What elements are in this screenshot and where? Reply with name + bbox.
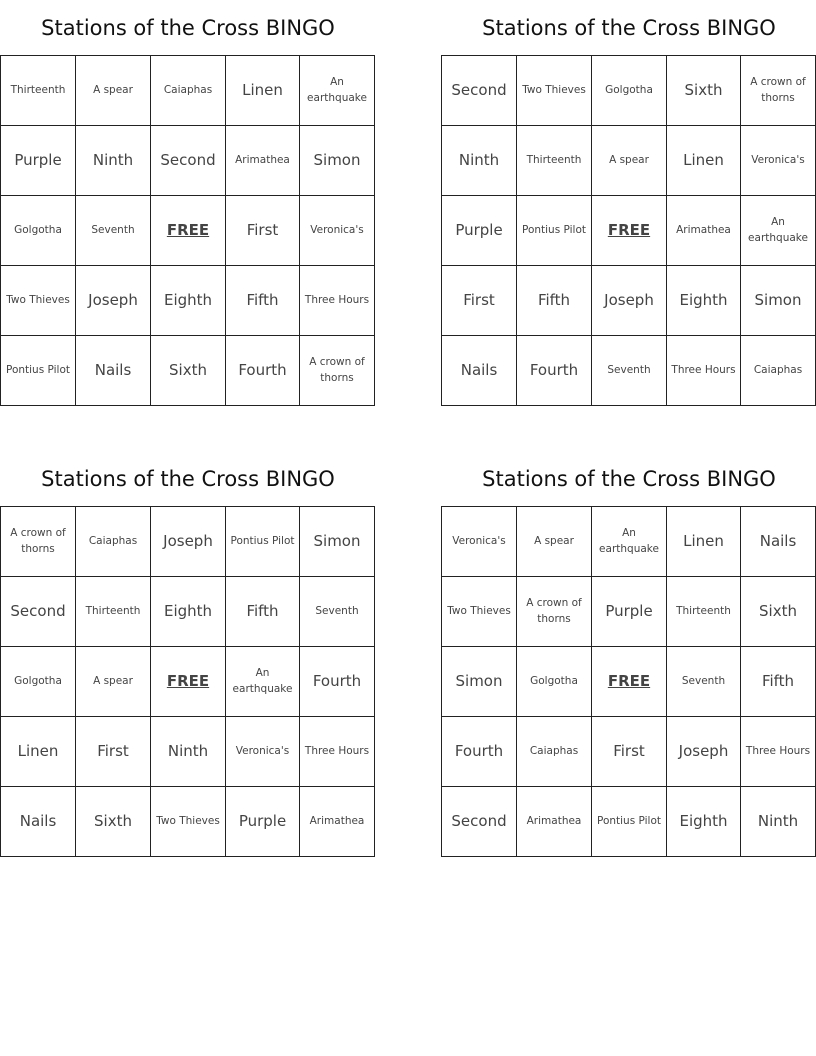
bingo-cell: Simon (300, 126, 375, 196)
bingo-cell: First (76, 717, 151, 787)
bingo-cell: Veronica's (300, 196, 375, 266)
bingo-cell: Joseph (667, 717, 741, 787)
bingo-cell: Thirteenth (517, 126, 592, 196)
bingo-cell: Caiaphas (517, 717, 592, 787)
bingo-cell: A spear (76, 647, 151, 717)
bingo-cell: Three Hours (300, 266, 375, 336)
bingo-cell: Linen (667, 507, 741, 577)
bingo-cell: Two Thieves (517, 56, 592, 126)
bingo-cell: A crown of thorns (1, 507, 76, 577)
bingo-cell: Eighth (151, 577, 226, 647)
bingo-cell: Ninth (442, 126, 517, 196)
card-title: Stations of the Cross BINGO (482, 467, 776, 491)
bingo-cell: A crown of thorns (741, 56, 816, 126)
bingo-cell: Caiaphas (151, 56, 226, 126)
bingo-cell: Caiaphas (76, 507, 151, 577)
bingo-cell: Simon (741, 266, 816, 336)
bingo-cell: Arimathea (517, 787, 592, 857)
bingo-cell: Fifth (226, 266, 300, 336)
bingo-cell: Pontius Pilot (592, 787, 667, 857)
bingo-cell: Ninth (741, 787, 816, 857)
bingo-cell: Purple (592, 577, 667, 647)
bingo-cell: Nails (1, 787, 76, 857)
bingo-cell: Nails (741, 507, 816, 577)
bingo-cell: Arimathea (300, 787, 375, 857)
bingo-cell: Second (151, 126, 226, 196)
card-title: Stations of the Cross BINGO (482, 16, 776, 40)
bingo-cell: Seventh (667, 647, 741, 717)
bingo-cell: Eighth (151, 266, 226, 336)
bingo-cell: First (442, 266, 517, 336)
bingo-cell: Thirteenth (667, 577, 741, 647)
bingo-cell: An earthquake (226, 647, 300, 717)
bingo-cell: Veronica's (442, 507, 517, 577)
bingo-cell: Sixth (667, 56, 741, 126)
bingo-cell: Second (1, 577, 76, 647)
bingo-cell: Nails (76, 336, 151, 406)
bingo-cell: Purple (442, 196, 517, 266)
bingo-cell: Thirteenth (76, 577, 151, 647)
bingo-cell: Arimathea (667, 196, 741, 266)
bingo-grid (441, 55, 816, 406)
bingo-cell: Pontius Pilot (226, 507, 300, 577)
bingo-cell: Sixth (151, 336, 226, 406)
bingo-cell: An earthquake (741, 196, 816, 266)
bingo-cell: Veronica's (226, 717, 300, 787)
bingo-cell: A spear (76, 56, 151, 126)
bingo-cell: A crown of thorns (517, 577, 592, 647)
bingo-cell: Ninth (151, 717, 226, 787)
bingo-cell: Ninth (76, 126, 151, 196)
bingo-cell: Sixth (76, 787, 151, 857)
bingo-cell: Joseph (592, 266, 667, 336)
bingo-cell: An earthquake (592, 507, 667, 577)
free-space: FREE (151, 196, 226, 266)
bingo-cell: Golgotha (1, 196, 76, 266)
bingo-cell: A spear (517, 507, 592, 577)
bingo-cell: Joseph (76, 266, 151, 336)
bingo-cell: Fifth (517, 266, 592, 336)
bingo-cell: Fifth (226, 577, 300, 647)
bingo-cell: Fourth (300, 647, 375, 717)
bingo-cell: Fourth (517, 336, 592, 406)
card-title: Stations of the Cross BINGO (41, 467, 335, 491)
bingo-cell: Linen (1, 717, 76, 787)
bingo-cell: Fifth (741, 647, 816, 717)
bingo-cell: Golgotha (1, 647, 76, 717)
bingo-cell: Second (442, 56, 517, 126)
free-space: FREE (592, 647, 667, 717)
bingo-grid (0, 55, 375, 406)
bingo-cell: First (226, 196, 300, 266)
bingo-cell: Fourth (226, 336, 300, 406)
bingo-cell: Pontius Pilot (1, 336, 76, 406)
bingo-cell: Eighth (667, 266, 741, 336)
bingo-cell: Three Hours (667, 336, 741, 406)
bingo-cell: Nails (442, 336, 517, 406)
bingo-cell: Veronica's (741, 126, 816, 196)
bingo-cell: Seventh (76, 196, 151, 266)
bingo-cell: Arimathea (226, 126, 300, 196)
bingo-cell: Simon (300, 507, 375, 577)
bingo-cell: Purple (226, 787, 300, 857)
bingo-cell: Three Hours (741, 717, 816, 787)
bingo-cell: Linen (226, 56, 300, 126)
bingo-cell: Fourth (442, 717, 517, 787)
bingo-cell: A crown of thorns (300, 336, 375, 406)
bingo-cell: Seventh (300, 577, 375, 647)
bingo-grid (441, 506, 816, 857)
bingo-cell: Second (442, 787, 517, 857)
bingo-cell: Linen (667, 126, 741, 196)
bingo-cell: Golgotha (592, 56, 667, 126)
free-space: FREE (592, 196, 667, 266)
bingo-cell: Golgotha (517, 647, 592, 717)
bingo-cell: Caiaphas (741, 336, 816, 406)
bingo-cell: Three Hours (300, 717, 375, 787)
bingo-cell: Two Thieves (151, 787, 226, 857)
bingo-cell: Joseph (151, 507, 226, 577)
bingo-cell: Purple (1, 126, 76, 196)
bingo-cell: Sixth (741, 577, 816, 647)
bingo-cell: An earthquake (300, 56, 375, 126)
bingo-grid (0, 506, 375, 857)
bingo-cell: Thirteenth (1, 56, 76, 126)
bingo-cell: Two Thieves (1, 266, 76, 336)
bingo-cell: A spear (592, 126, 667, 196)
bingo-cell: Simon (442, 647, 517, 717)
bingo-cell: Pontius Pilot (517, 196, 592, 266)
bingo-cell: Eighth (667, 787, 741, 857)
bingo-cell: Two Thieves (442, 577, 517, 647)
card-title: Stations of the Cross BINGO (41, 16, 335, 40)
free-space: FREE (151, 647, 226, 717)
bingo-cell: First (592, 717, 667, 787)
bingo-cell: Seventh (592, 336, 667, 406)
